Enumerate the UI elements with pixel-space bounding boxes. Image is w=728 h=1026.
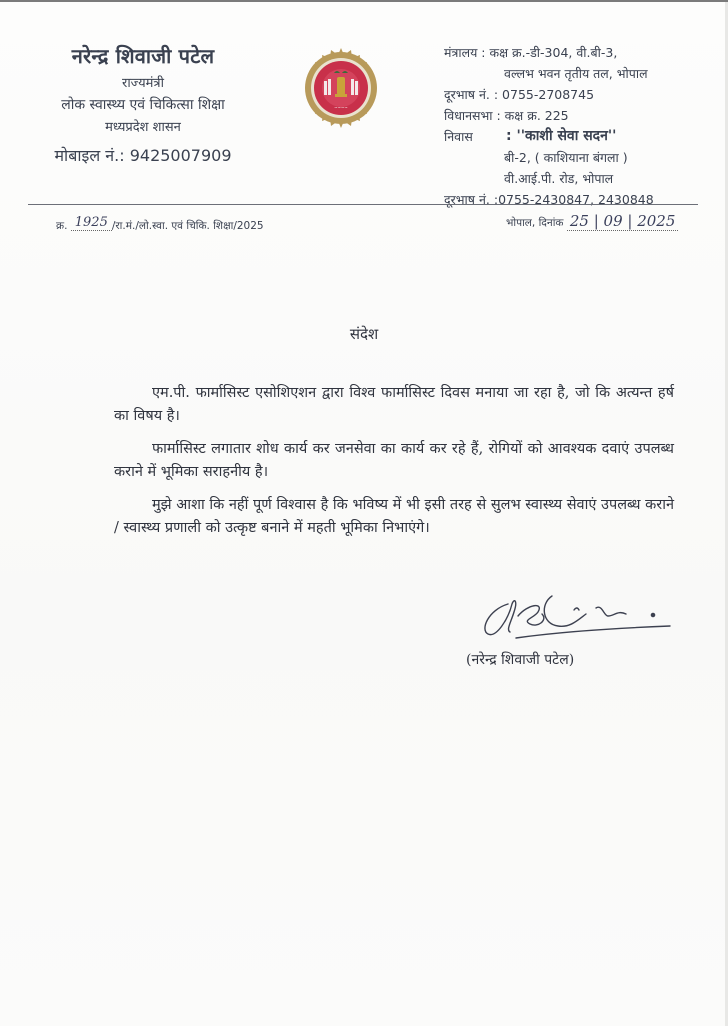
residence-phone: दूरभाष नं. :0755-2430847, 2430848 bbox=[444, 192, 654, 207]
paragraph: मुझे आशा कि नहीं पूर्ण विश्वास है कि भविष्य में भी इसी तरह से सुलभ स्वास्थ्य सेवाएं उपलब्ध कराने / स्वास्थ्य प्रणाली को उत्कृष्ट बनाने में महती भूमिका निभाएंगे। bbox=[114, 497, 674, 536]
date-label: भोपाल, दिनांक bbox=[506, 217, 564, 229]
paragraph: एम.पी. फार्मासिस्ट एसोशिएशन द्वारा विश्व फार्मासिस्ट दिवस मनाया जा रहा है, जो कि अत्यन्त हर्ष का विषय है। bbox=[114, 385, 674, 424]
letterhead-sender bbox=[28, 42, 258, 166]
residence-line1 bbox=[444, 126, 724, 147]
mantralaya-address-line1: मंत्रालय : कक्ष क्र.-डी-304, वी.बी-3, bbox=[444, 45, 618, 60]
sender-designation: राज्यमंत्री bbox=[122, 76, 164, 91]
office-phone: दूरभाष नं. : 0755-2708745 bbox=[444, 87, 595, 102]
sender-department: लोक स्वास्थ्य एवं चिकित्सा शिक्षा bbox=[61, 97, 225, 113]
dateline bbox=[506, 212, 678, 230]
reference-prefix: क्र. bbox=[56, 220, 68, 232]
reference-handwritten-number: 1925 bbox=[71, 215, 112, 231]
reference-number bbox=[56, 215, 264, 233]
vidhansabha-room: विधानसभा : कक्ष क्र. 225 bbox=[444, 108, 569, 123]
message-body bbox=[114, 382, 674, 550]
residence-line2: बी-2, ( काशियाना बंगला ) bbox=[504, 150, 628, 165]
residence-line3: वी.आई.पी. रोड, भोपाल bbox=[504, 171, 614, 186]
handwritten-date: 25 | 09 | 2025 bbox=[567, 212, 679, 231]
state-emblem-icon bbox=[300, 47, 382, 129]
paragraph: फार्मासिस्ट लगातार शोध कार्य कर जनसेवा का कार्य कर रहे हैं, रोगियों को आवश्यक दवाएं उपलब्ध कराने में भूमिका सराहनीय है। bbox=[114, 441, 674, 480]
letterhead-addresses bbox=[444, 42, 724, 210]
reference-suffix: /रा.मं./लो.स्वा. एवं चिकि. शिक्षा/2025 bbox=[111, 220, 264, 232]
letterhead-divider bbox=[28, 204, 698, 205]
sender-name: नरेन्द्र शिवाजी पटेल bbox=[71, 44, 215, 68]
residence-name: : ''काशी सेवा सदन'' bbox=[506, 128, 617, 144]
sender-mobile: मोबाइल नं.: 9425007909 bbox=[54, 146, 232, 165]
mantralaya-address-line2: वल्लभ भवन तृतीय तल, भोपाल bbox=[504, 66, 648, 81]
residence-label: निवास bbox=[444, 129, 473, 144]
signatory-name: (नरेन्द्र शिवाजी पटेल) bbox=[466, 652, 575, 668]
message-heading: संदेश bbox=[349, 325, 379, 343]
signature-icon bbox=[478, 590, 678, 646]
sender-government: मध्यप्रदेश शासन bbox=[105, 120, 181, 135]
svg-text:~~~~: ~~~~ bbox=[334, 105, 348, 110]
